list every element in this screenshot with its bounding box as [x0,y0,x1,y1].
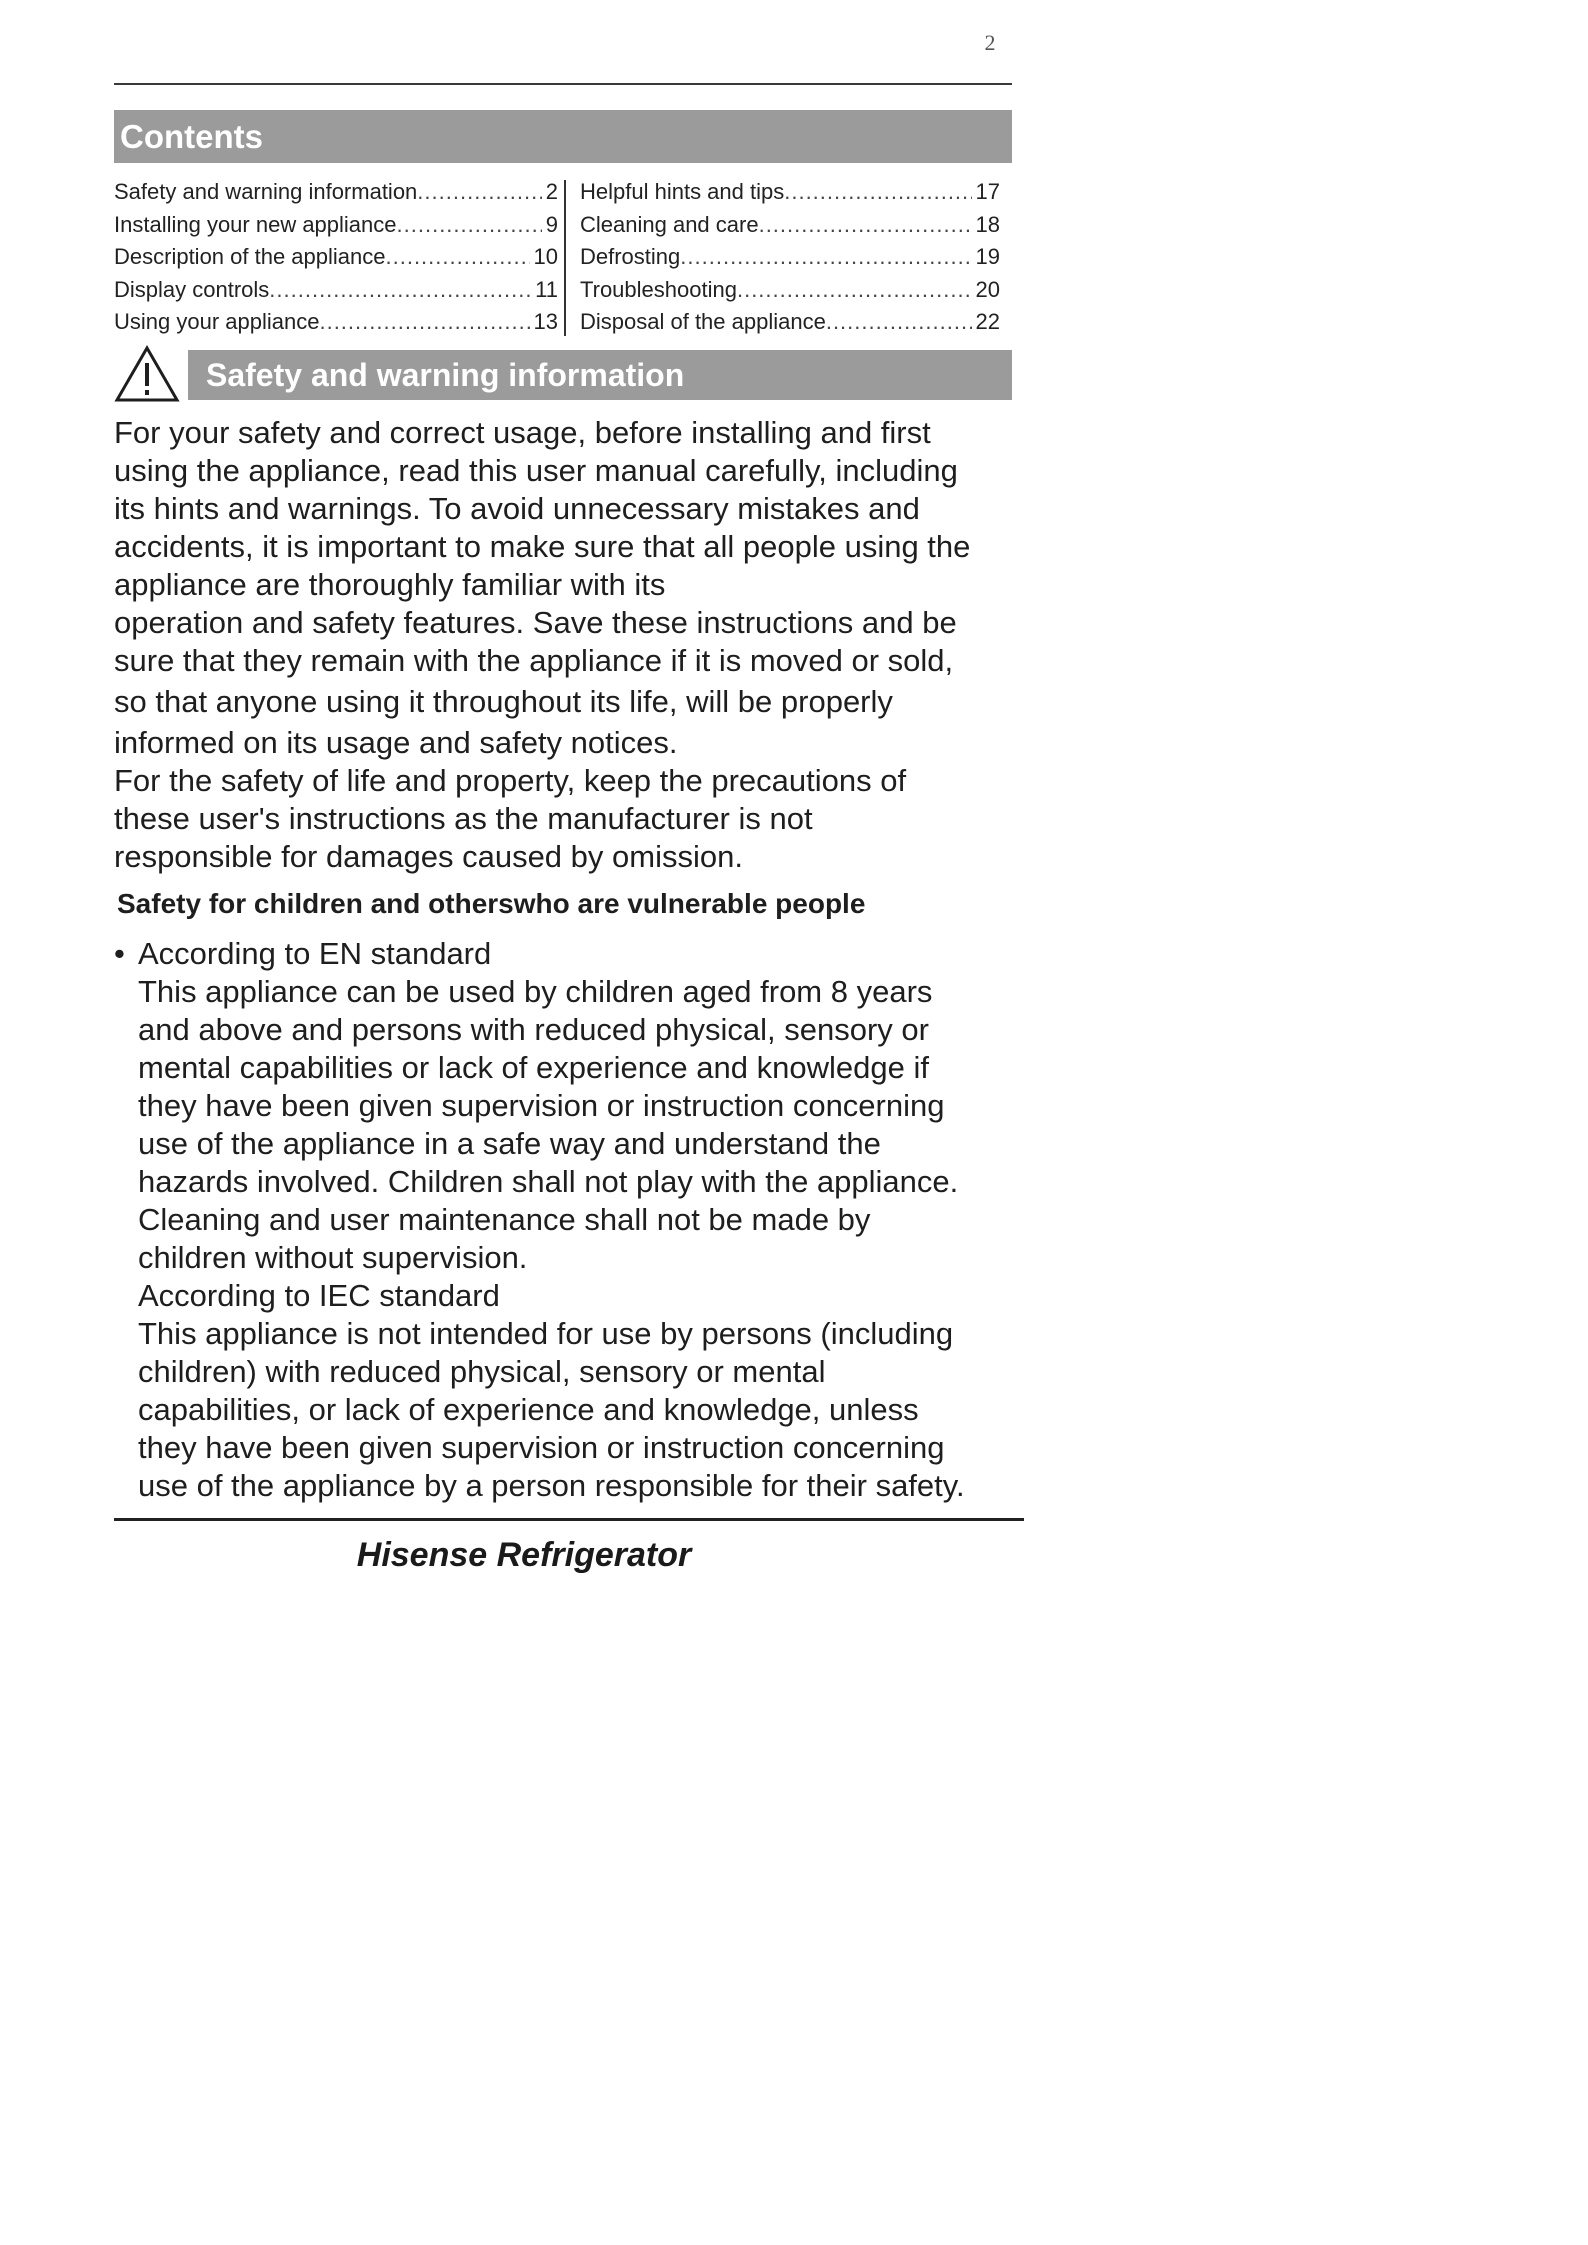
toc-entry-title: Disposal of the appliance [580,309,826,334]
toc-leader [397,209,542,242]
toc-entry-title: Defrosting [580,244,681,269]
toc-entry-title: Using your appliance [114,309,320,334]
top-rule [114,83,1012,85]
toc-entry-page: 20 [975,276,1000,302]
standards-block [114,935,1014,1505]
iec-line: capabilities, or lack of experience and knowledge, unless [138,1392,919,1427]
en-line: mental capabilities or lack of experience and knowledge if [138,1050,929,1085]
toc-entry-page: 11 [535,276,558,302]
toc-entry[interactable] [580,241,1000,274]
intro-line: so that anyone using it throughout its life, will be properly [114,684,893,719]
bottom-rule [114,1518,1024,1521]
children-safety-subheading: Safety for children and otherswho are vulnerable people [117,888,866,919]
iec-line: they have been given supervision or instruction concerning [138,1430,945,1465]
en-line: and above and persons with reduced physical, sensory or [138,1012,929,1047]
toc-entry-page: 10 [533,244,558,269]
en-line: This appliance can be used by children aged from 8 years [138,974,933,1009]
toc-entry-title: Safety and warning information [114,179,418,204]
intro-line: informed on its usage and safety notices. [114,725,678,760]
safety-header: Safety and warning information [188,350,1012,400]
toc-entry-page: 18 [975,211,1000,237]
toc-entry[interactable] [580,274,1000,307]
toc-divider [564,180,566,336]
iec-line: use of the appliance by a person responsible for their safety. [138,1468,965,1503]
iec-standard-heading: According to IEC standard [138,1278,500,1313]
intro-line: operation and safety features. Save these instructions and be [114,605,957,640]
toc-leader [737,274,972,307]
footer-brand: Hisense Refrigerator [356,1536,692,1574]
en-line: children without supervision. [138,1240,528,1275]
toc-leader [759,209,972,242]
intro-line: these user's instructions as the manufacturer is not [114,801,813,836]
toc-entry[interactable] [114,274,558,307]
toc-entry-title: Display controls [114,276,270,302]
toc-entry[interactable] [114,306,558,339]
toc-entry-title: Helpful hints and tips [580,179,785,204]
toc-entry[interactable] [580,176,1000,209]
toc-leader [680,241,971,274]
bullet-icon: • [114,936,125,971]
toc-leader [417,176,541,209]
intro-line: using the appliance, read this user manual carefully, including [114,453,958,488]
toc-entry-title: Installing your new appliance [114,211,397,237]
toc-entry[interactable] [580,306,1000,339]
toc-entry[interactable] [114,209,558,242]
intro-line: responsible for damages caused by omission. [114,839,743,874]
safety-intro [114,414,1014,876]
toc-entry[interactable] [114,176,558,209]
bullet-item [114,935,1014,973]
toc-entry-title: Description of the appliance [114,244,386,269]
intro-line: appliance are thoroughly familiar with its [114,567,666,602]
toc-leader [826,306,972,339]
toc-entry-page: 13 [533,309,558,334]
en-line: they have been given supervision or instruction concerning [138,1088,945,1123]
toc-entry-title: Troubleshooting [580,276,737,302]
toc-leader [784,176,971,209]
toc-leader [319,306,529,339]
en-line: Cleaning and user maintenance shall not be made by [138,1202,871,1237]
toc-right-column [580,176,1000,339]
toc-leader [269,274,531,307]
en-standard-heading: According to EN standard [138,936,492,971]
intro-line: sure that they remain with the appliance if it is moved or sold, [114,643,954,678]
contents-header: Contents [114,110,1012,163]
toc-entry[interactable] [580,209,1000,242]
toc-entry-title: Cleaning and care [580,211,759,237]
toc-leader [386,241,530,274]
warning-triangle-icon [114,345,180,403]
en-line: use of the appliance in a safe way and understand the [138,1126,881,1161]
toc-entry-page: 17 [975,179,1000,204]
page-number: 2 [984,30,996,55]
iec-line: This appliance is not intended for use by persons (including [138,1316,954,1351]
intro-line: For your safety and correct usage, before installing and first [114,415,931,450]
toc-entry-page: 22 [975,309,1000,334]
toc-entry-page: 19 [975,244,1000,269]
toc-entry-page: 9 [545,211,558,237]
toc-entry[interactable] [114,241,558,274]
iec-line: children) with reduced physical, sensory or mental [138,1354,826,1389]
toc-left-column [114,176,558,339]
toc-entry-page: 2 [545,179,558,204]
intro-line: For the safety of life and property, keep the precautions of [114,763,907,798]
intro-line: its hints and warnings. To avoid unnecessary mistakes and [114,491,920,526]
en-line: hazards involved. Children shall not play with the appliance. [138,1164,959,1199]
intro-line: accidents, it is important to make sure that all people using the [114,529,971,564]
